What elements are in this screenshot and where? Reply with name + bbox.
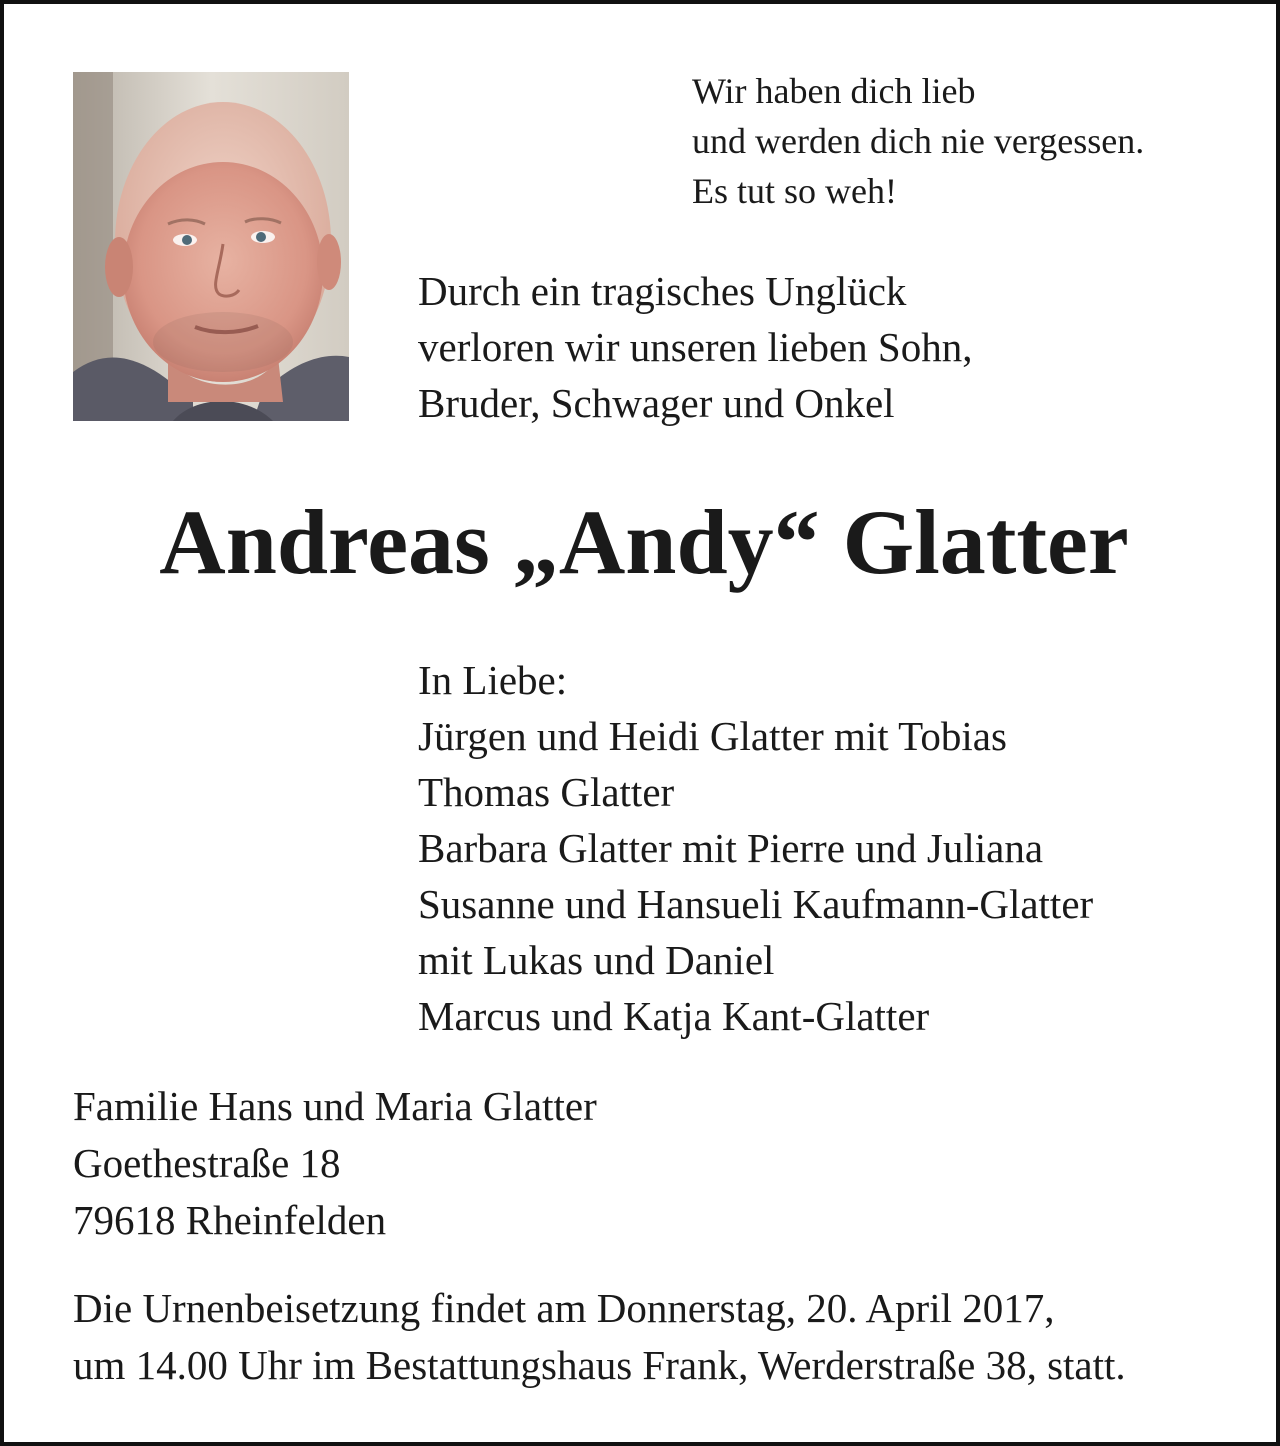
- mourner-line: Marcus und Katja Kant-Glatter: [418, 993, 930, 1039]
- mourner-line: Susanne und Hansueli Kaufmann-Glatter: [418, 881, 1094, 927]
- burial-notice: [73, 1280, 1126, 1394]
- intro-line: Durch ein tragisches Unglück: [418, 268, 907, 314]
- mourner-line: Barbara Glatter mit Pierre und Juliana: [418, 825, 1044, 871]
- motto-verse: [692, 66, 1144, 216]
- address-line: Goethestraße 18: [73, 1140, 341, 1186]
- mourner-line: Jürgen und Heidi Glatter mit Tobias: [418, 713, 1007, 759]
- mourners-list: [418, 652, 1093, 1044]
- intro-text: [418, 263, 972, 431]
- intro-line: Bruder, Schwager und Onkel: [418, 380, 895, 426]
- address-line: Familie Hans und Maria Glatter: [73, 1083, 597, 1129]
- notice-line: um 14.00 Uhr im Bestattungshaus Frank, Werderstraße 38, statt.: [73, 1342, 1126, 1388]
- address-line: 79618 Rheinfelden: [73, 1197, 387, 1243]
- motto-line: und werden dich nie vergessen.: [692, 121, 1145, 161]
- mourners-heading: In Liebe:: [418, 657, 568, 703]
- motto-line: Wir haben dich lieb: [692, 71, 976, 111]
- mourner-line: Thomas Glatter: [418, 769, 675, 815]
- intro-line: verloren wir unseren lieben Sohn,: [418, 324, 973, 370]
- mourner-line: mit Lukas und Daniel: [418, 937, 775, 983]
- portrait-photo: [73, 72, 349, 421]
- motto-line: Es tut so weh!: [692, 171, 897, 211]
- family-address: [73, 1078, 597, 1249]
- notice-line: Die Urnenbeisetzung findet am Donnerstag, 20. April 2017,: [73, 1285, 1055, 1331]
- deceased-name: Andreas „Andy“ Glatter: [159, 491, 1129, 593]
